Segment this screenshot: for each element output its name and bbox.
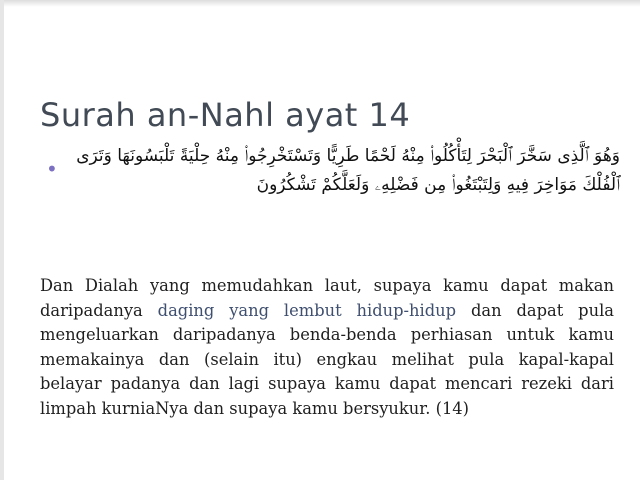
- bullet-point-icon: •: [46, 157, 58, 181]
- translation-text-start: Dan Dialah yang memudahkan laut, supaya kamu dapat makan daripadanya: [40, 276, 614, 320]
- translation-highlight: daging yang lembut hidup-hidup: [157, 300, 457, 320]
- left-border: [0, 0, 4, 480]
- slide-title: Surah an-Nahl ayat 14: [40, 96, 411, 134]
- translation-paragraph: [40, 274, 614, 421]
- header-accent-line: [0, 0, 640, 7]
- translation-text-end: dan dapat pula mengeluarkan daripadanya benda-benda perhiasan untuk kamu memakainya dan (selain itu) engkau melihat pula kapal-kapal belayar padanya dan lagi supaya kamu dapat mencari rezeki dari limpah kurniaNya dan supaya kamu bersyukur. (14): [40, 300, 614, 418]
- arabic-verse: وَهُوَ ٱلَّذِى سَخَّرَ ٱلْبَحْرَ لِتَأْكُلُوا۟ مِنْهُ لَحْمًا طَرِيًّا وَتَسْتَخْرِجُوا۟ مِنْهُ حِلْيَةً تَلْبَسُونَهَا وَتَرَى ٱلْفُلْكَ مَوَاخِرَ فِيهِ وَلِتَبْتَغُوا۟ مِن فَضْلِهِۦ وَلَعَلَّكُمْ تَشْكُرُونَ: [76, 146, 620, 195]
